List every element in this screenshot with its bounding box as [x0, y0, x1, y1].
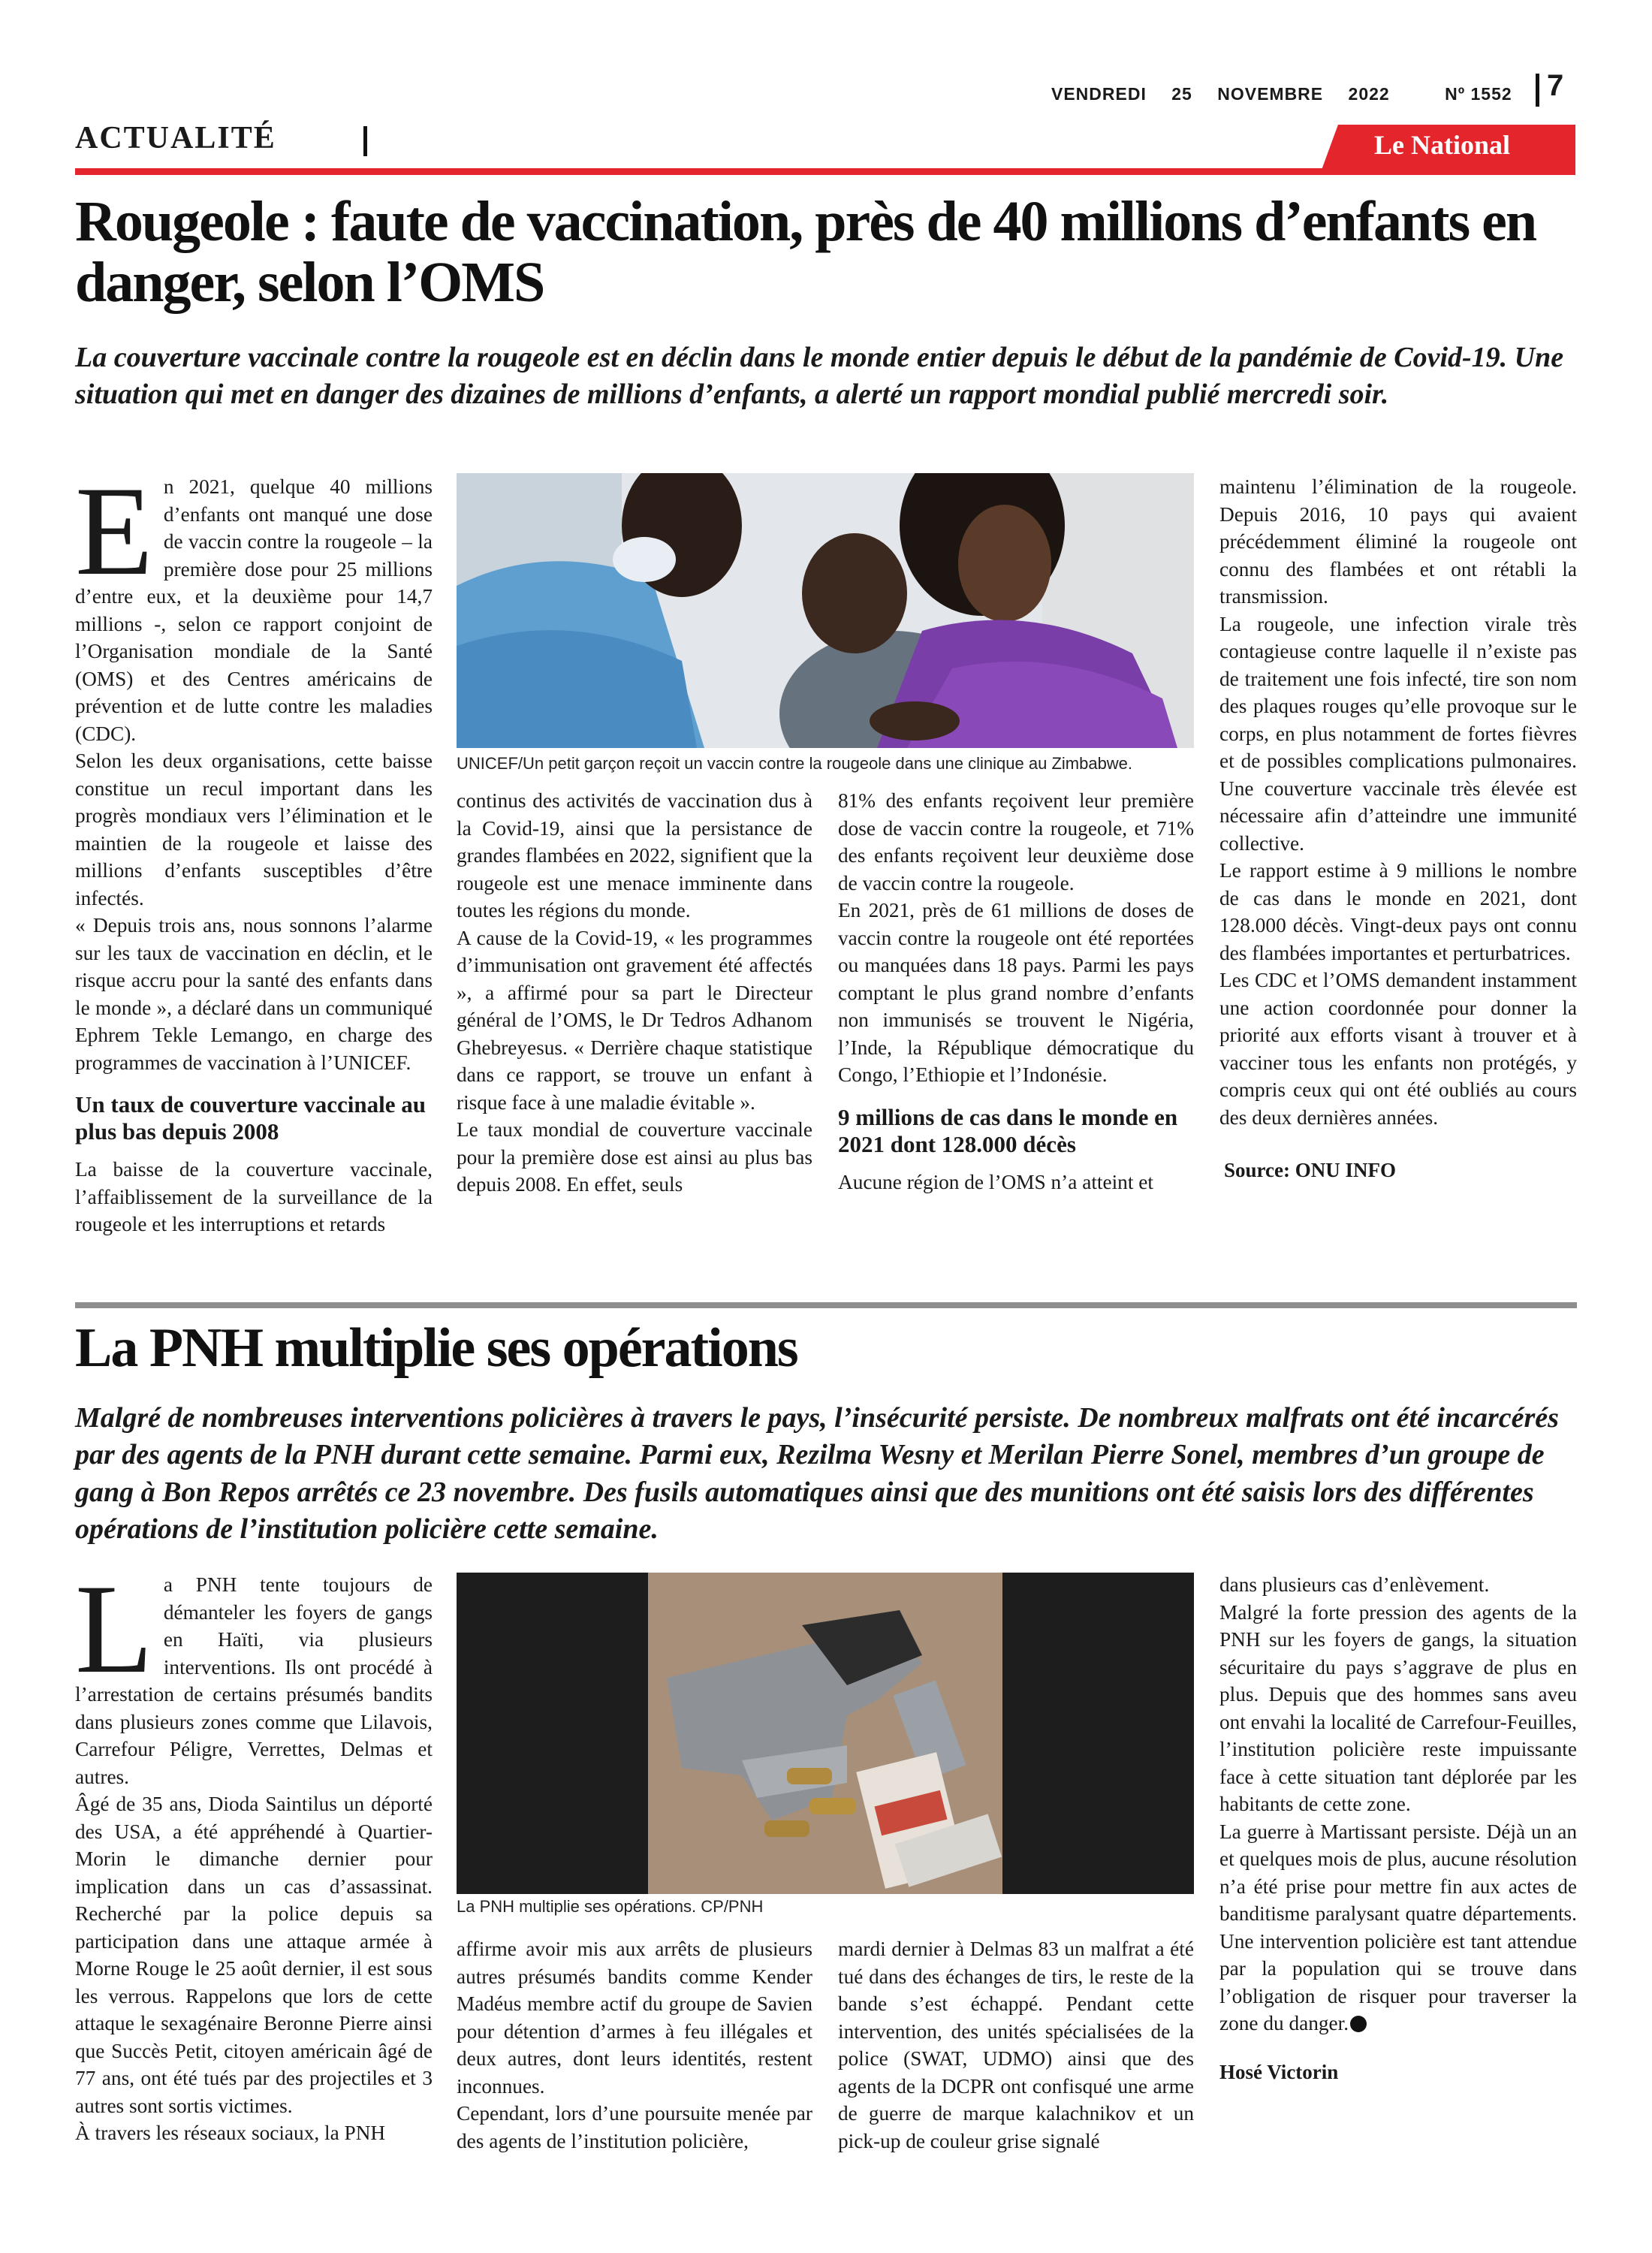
article1-subhead-2: 9 millions de cas dans le monde en 2021 dont 128.000 décès	[838, 1103, 1178, 1157]
article1-headline-line2: danger, selon l’OMS	[75, 251, 544, 315]
article2-lede: Malgré de nombreuses interventions policières à travers le pays, l’insécurité persiste. De nombreux malfrats ont été incarcérés par des agents de la PNH durant cette semaine. Parmi eux, Rezilma Wesny et Merilan Pierre Sonel, membres d’un groupe de gang à Bon Repos arrêtés ce 23 novembre. Des fusils automatiques ainsi que des munitions ont été saisis lors des différentes opérations de l’institution policière cette semaine.	[75, 1402, 1559, 1546]
article1-subhead-1: Un taux de couverture vaccinale au plus bas depuis 2008	[75, 1091, 426, 1145]
article1-column-2	[457, 787, 812, 1199]
article2-column-2	[457, 1935, 812, 2155]
article1-lede: La couverture vaccinale contre la rougeole est en déclin dans le monde entier depuis le début de la pandémie de Covid-19. Une situation qui met en danger des dizaines de millions d’enfants, a alerté un rapport mondial publié mercredi soir.	[75, 342, 1564, 411]
article2-paragraph: À travers les réseaux sociaux, la PNH	[75, 2122, 386, 2144]
article1-headline-line1: Rougeole : faute de vaccination, près de 40 millions d’enfants en	[75, 190, 1536, 253]
issue-number: Nº 1552	[1445, 84, 1512, 104]
article1-paragraph: La baisse de la couverture vaccinale, l’affaiblissement de la surveillance de la rougeole et les interruptions et retards	[75, 1158, 433, 1235]
article1-paragraph: En 2021, près de 61 millions de doses de vaccin contre la rougeole ont été reportées ou manquées dans 18 pays. Parmi les pays comptant le plus grand nombre d’enfants non immunisés se trouvent le Nigéria, l’Inde, la République démocratique du Congo, l’Ethiopie et l’Indonésie.	[838, 899, 1194, 1086]
section-divider	[363, 126, 367, 156]
page-number-divider	[1536, 74, 1539, 107]
article2-paragraph: Malgré la forte pression des agents de la PNH sur les foyers de gangs, la situation sécuritaire du pays s’aggrave de plus en plus. Depuis que des hommes sans aveu ont envahi la localité de Carrefour-Feuilles, l’institution policière reste impuissante face à cette situation tant déplorée par les habitants de cette zone.	[1219, 1600, 1577, 1815]
article2-author: Hosé Victorin	[1219, 2060, 1339, 2083]
article1-column-4	[1219, 473, 1577, 1184]
article2-paragraph: dans plusieurs cas d’enlèvement.	[1219, 1573, 1490, 1596]
article2-paragraph: Âgé de 35 ans, Dioda Saintilus un déporté des USA, a été appréhendé à Quartier-Morin le dimanche dernier pour implication dans un cas d’assassinat. Recherché par la police depuis sa participation dans une attaque armée à Morne Rouge le 25 août dernier, il est sous les verrous. Rappelons que lors de cette attaque le sexagénaire Beronne Pierre ainsi que Succès Petit, citoyen américain âgé de 77 ans, ont été tués par des projectiles et 3 autres sont sortis victimes.	[75, 1793, 433, 2117]
end-of-article-mark-icon	[1350, 2016, 1367, 2032]
header-red-rule	[75, 168, 1575, 175]
article2-headline: La PNH multiplie ses opérations	[75, 1317, 797, 1379]
seized-weapons-photo	[457, 1573, 1194, 1894]
page-number: 7	[1547, 69, 1564, 102]
article1-paragraph: A cause de la Covid-19, « les programmes d’immunisation ont gravement été affectés », a affirmé pour sa part le Directeur général de l’OMS, le Dr Tedros Adhanom Ghebreyesus. « Derrière chaque statistique dans ce rapport, se trouve un enfant à risque face à une maladie évitable ».	[457, 926, 812, 1114]
paragraph-text: La guerre à Martissant persiste. Déjà un an et quelques mois de plus, aucune résolution n’a été prise pour mettre fin aux actes de banditisme paralysant quatre départements. Une intervention policière est tant attendue par la population qui se trouve dans l’obligation de risquer pour traverser la zone du danger.	[1219, 1820, 1577, 2034]
article2-column-4	[1219, 1571, 1577, 2086]
article2-paragraph: mardi dernier à Delmas 83 un malfrat a été tué dans des échanges de tirs, le reste de la bande s’est échappé. Pendant cette intervention, des unités spécialisées de la police (SWAT, UDMO) ainsi que des agents de la DCPR ont confisqué une arme de guerre de marque kalachnikov et un pick-up de couleur grise signalé	[838, 1938, 1194, 2152]
date-year: 2022	[1348, 84, 1390, 104]
brand-name: Le National	[1374, 130, 1511, 160]
article1-paragraph	[75, 460, 433, 747]
vaccination-photo	[457, 473, 1194, 748]
date-month: NOVEMBRE	[1217, 84, 1324, 104]
article1-column-1	[75, 460, 433, 1238]
vaccination-photo-illustration	[457, 473, 1194, 748]
article2-column-3	[838, 1935, 1194, 2155]
drop-cap: L	[75, 1558, 153, 1700]
section-title: ACTUALITÉ	[75, 121, 276, 155]
article1-source: Source: ONU INFO	[1224, 1159, 1396, 1181]
article1-paragraph: Le rapport estime à 9 millions le nombre de cas dans le monde en 2021, dont 128.000 décès. Vingt-deux pays ont connu des flambées importantes et perturbatrices.	[1219, 859, 1577, 964]
article1-headline	[75, 192, 1577, 314]
article1-paragraph: « Depuis trois ans, nous sonnons l’alarme sur les taux de vaccination en déclin, et le risque accru pour la santé des enfants dans le monde », a déclaré dans un communiqué Ephrem Tekle Lemango, en charge des programmes de vaccination à l’UNICEF.	[75, 914, 433, 1074]
vaccination-photo-caption: UNICEF/Un petit garçon reçoit un vaccin contre la rougeole dans une clinique au Zimbabwe.	[457, 754, 1133, 773]
article1-paragraph: Selon les deux organisations, cette baisse constitue un recul important dans les progrès mondiaux vers l’élimination et le maintien de la rougeole et laisse des millions d’enfants susceptibles d’être infectés.	[75, 749, 433, 909]
drop-cap: E	[75, 460, 153, 602]
article2-paragraph	[1219, 1818, 1577, 2037]
article2-column-1	[75, 1558, 433, 2147]
article2-paragraph: Cependant, lors d’une poursuite menée par des agents de l’institution policière,	[457, 2102, 812, 2152]
article1-paragraph: Aucune région de l’OMS n’a atteint et	[838, 1170, 1153, 1193]
article1-paragraph: continus des activités de vaccination dus à la Covid-19, ainsi que la persistance de grandes flambées en 2022, signifient que la rougeole est une menace imminente dans toutes les régions du monde.	[457, 789, 812, 921]
seized-weapons-photo-illustration	[457, 1573, 1194, 1894]
article1-paragraph: Les CDC et l’OMS demandent instamment une action coordonnée pour donner la priorité aux efforts visant à trouver et à vacciner tous les enfants non protégés, y compris ceux qui ont été oubliés au cours des deux dernières années.	[1219, 969, 1577, 1129]
article1-paragraph: maintenu l’élimination de la rougeole. Depuis 2016, 10 pays qui avaient précédemment éliminé la rougeole ont connu des flambées et ont rétabli la transmission.	[1219, 475, 1577, 608]
paragraph-text: a PNH tente toujours de démanteler les foyers de gangs en Haïti, via plusieurs interventions. Ils ont procédé à l’arrestation de certains présumés bandits dans plusieurs zones comme que Lilavois, Carrefour Péligre, Verrettes, Delmas et autres.	[75, 1573, 433, 1788]
date-day: VENDREDI	[1051, 84, 1147, 104]
article1-column-3	[838, 787, 1194, 1196]
dateline	[1051, 84, 1532, 104]
paragraph-text: n 2021, quelque 40 millions d’enfants ont manqué une dose de vaccin contre la rougeole – la première dose pour 25 millions d’entre eux, et la deuxième pour 14,7 millions -, selon ce rapport conjoint de l’Organisation mondiale de la Santé (OMS) et des Centres américains de prévention et de lutte contre les maladies (CDC).	[75, 475, 433, 745]
seized-weapons-photo-caption: La PNH multiplie ses opérations. CP/PNH	[457, 1897, 764, 1916]
article2-paragraph	[75, 1558, 433, 1790]
article1-paragraph: 81% des enfants reçoivent leur première dose de vaccin contre la rougeole, et 71% des enfants reçoivent leur deuxième dose de vaccin contre la rougeole.	[838, 789, 1194, 894]
article1-paragraph: Le taux mondial de couverture vaccinale pour la première dose est ainsi au plus bas depuis 2008. En effet, seuls	[457, 1118, 812, 1196]
article-divider	[75, 1302, 1577, 1308]
date-number: 25	[1171, 84, 1192, 104]
article1-paragraph: La rougeole, une infection virale très contagieuse contre laquelle il n’existe pas de traitement une fois infecté, tire son nom des plaques rouges qu’elle provoque sur le corps, en plus notamment de fortes fièvres et de possibles complications pulmonaires. Une couverture vaccinale très élevée est nécessaire afin d’atteindre une immunité collective.	[1219, 612, 1577, 855]
article2-paragraph: affirme avoir mis aux arrêts de plusieurs autres présumés bandits comme Kender Madéus membre actif du groupe de Savien pour détention d’armes à feu illégales et deux autres, dont leurs identités, restent inconnues.	[457, 1938, 812, 2098]
